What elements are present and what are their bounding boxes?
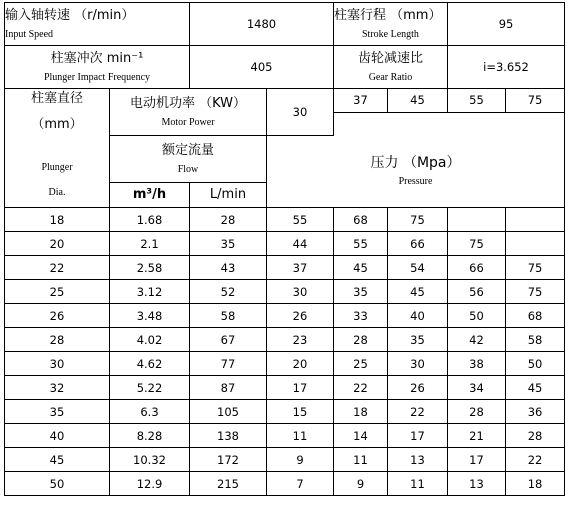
table-cell: 20	[5, 232, 110, 256]
gear-ratio-value: i=3.652	[448, 46, 565, 89]
input-speed-en: Input Speed	[5, 28, 54, 40]
plunger-freq-en: Plunger Impact Frequency	[43, 71, 151, 83]
table-cell: 50	[506, 352, 565, 376]
table-cell: 17	[388, 424, 448, 448]
table-cell: 11	[267, 424, 334, 448]
table-cell: 52	[190, 280, 267, 304]
stroke-length-value: 95	[448, 3, 565, 46]
pressure-cn: 压力 （Mpa）	[370, 155, 461, 171]
table-cell: 68	[506, 304, 565, 328]
table-cell: 7	[267, 472, 334, 496]
table-cell: 33	[334, 304, 388, 328]
table-cell: 56	[448, 280, 506, 304]
table-cell	[506, 232, 565, 256]
table-cell: 40	[388, 304, 448, 328]
table-cell: 18	[506, 472, 565, 496]
table-cell: 34	[448, 376, 506, 400]
table-cell: 4.62	[110, 352, 190, 376]
table-cell: 44	[267, 232, 334, 256]
table-cell: 30	[5, 352, 110, 376]
table-cell: 8.28	[110, 424, 190, 448]
table-cell: 28	[448, 400, 506, 424]
table-cell: 40	[5, 424, 110, 448]
table-cell: 35	[334, 280, 388, 304]
table-cell: 9	[334, 472, 388, 496]
table-cell: 58	[190, 304, 267, 328]
table-cell: 26	[5, 304, 110, 328]
gear-ratio-cn: 齿轮减速比	[357, 50, 423, 66]
table-cell: 10.32	[110, 448, 190, 472]
table-cell: 17	[448, 448, 506, 472]
pressure-label	[267, 136, 565, 208]
flow-en: Flow	[177, 163, 199, 175]
table-cell: 17	[267, 376, 334, 400]
table-cell: 75	[506, 280, 565, 304]
table-cell: 22	[506, 448, 565, 472]
gear-ratio-en: Gear Ratio	[368, 71, 413, 83]
table-cell: 45	[388, 280, 448, 304]
table-cell: 11	[388, 472, 448, 496]
table-cell: 23	[267, 328, 334, 352]
table-row	[5, 304, 565, 328]
table-cell: 38	[448, 352, 506, 376]
table-cell: 15	[267, 400, 334, 424]
power-75: 75	[506, 89, 565, 113]
table-cell: 37	[267, 256, 334, 280]
table-cell: 50	[5, 472, 110, 496]
header-row-1	[5, 3, 565, 46]
table-cell: 66	[448, 256, 506, 280]
table-row	[5, 400, 565, 424]
flow-unit-m3h: m³/h	[110, 183, 190, 208]
stroke-length-en: Stroke Length	[362, 28, 419, 40]
table-row	[5, 328, 565, 352]
table-cell: 35	[388, 328, 448, 352]
power-45: 45	[388, 89, 448, 113]
plunger-dia-cn1: 柱塞直径	[30, 91, 83, 106]
plunger-freq-value: 405	[190, 46, 334, 89]
flow-unit-lmin: L/min	[190, 183, 267, 208]
table-cell: 28	[190, 208, 267, 232]
table-cell: 32	[5, 376, 110, 400]
table-cell: 13	[388, 448, 448, 472]
input-speed-cn: 输入轴转速 （r/min）	[5, 7, 135, 23]
table-cell: 22	[5, 256, 110, 280]
input-speed-value: 1480	[190, 3, 334, 46]
table-cell: 3.48	[110, 304, 190, 328]
stroke-length-label	[334, 3, 448, 46]
table-cell: 30	[388, 352, 448, 376]
table-cell: 87	[190, 376, 267, 400]
power-30: 30	[267, 89, 334, 136]
table-cell: 18	[334, 400, 388, 424]
gear-ratio-label	[334, 46, 448, 89]
table-cell: 21	[448, 424, 506, 448]
table-row	[5, 232, 565, 256]
table-cell: 35	[190, 232, 267, 256]
table-row	[5, 256, 565, 280]
table-cell: 55	[267, 208, 334, 232]
table-cell: 58	[506, 328, 565, 352]
table-cell: 68	[334, 208, 388, 232]
table-cell: 42	[448, 328, 506, 352]
table-row	[5, 448, 565, 472]
table-cell	[448, 208, 506, 232]
motor-power-en: Motor Power	[161, 116, 215, 128]
table-row	[5, 352, 565, 376]
table-row	[5, 472, 565, 496]
power-55: 55	[448, 89, 506, 113]
table-cell: 4.02	[110, 328, 190, 352]
table-cell: 54	[388, 256, 448, 280]
table-cell: 11	[334, 448, 388, 472]
table-cell: 55	[334, 232, 388, 256]
plunger-dia-en2: Dia.	[48, 187, 66, 198]
table-cell: 28	[5, 328, 110, 352]
table-cell: 12.9	[110, 472, 190, 496]
table-row	[5, 424, 565, 448]
power-37: 37	[334, 89, 388, 113]
table-cell: 215	[190, 472, 267, 496]
table-cell: 138	[190, 424, 267, 448]
table-row	[5, 376, 565, 400]
table-cell: 2.58	[110, 256, 190, 280]
table-cell: 25	[5, 280, 110, 304]
stroke-length-cn: 柱塞行程 （mm）	[334, 7, 442, 23]
plunger-freq-cn: 柱塞冲次 min⁻¹	[50, 50, 144, 66]
table-cell: 18	[5, 208, 110, 232]
table-cell: 35	[5, 400, 110, 424]
table-cell: 77	[190, 352, 267, 376]
table-cell: 22	[388, 400, 448, 424]
table-row	[5, 208, 565, 232]
table-cell: 22	[334, 376, 388, 400]
table-cell	[506, 208, 565, 232]
table-cell: 50	[448, 304, 506, 328]
table-cell: 36	[506, 400, 565, 424]
table-cell: 26	[388, 376, 448, 400]
table-cell: 6.3	[110, 400, 190, 424]
power-spacer	[334, 112, 565, 135]
header-row-2	[5, 46, 565, 89]
table-cell: 67	[190, 328, 267, 352]
table-cell: 26	[267, 304, 334, 328]
table-cell: 13	[448, 472, 506, 496]
table-cell: 5.22	[110, 376, 190, 400]
header-row-3	[5, 89, 565, 113]
table-cell: 2.1	[110, 232, 190, 256]
table-cell: 14	[334, 424, 388, 448]
table-cell: 20	[267, 352, 334, 376]
table-cell: 172	[190, 448, 267, 472]
table-cell: 45	[334, 256, 388, 280]
input-speed-label	[5, 3, 190, 46]
table-cell: 9	[267, 448, 334, 472]
plunger-dia-en1: Plunger	[41, 162, 73, 173]
table-cell: 43	[190, 256, 267, 280]
motor-power-label	[110, 89, 267, 136]
table-cell: 75	[388, 208, 448, 232]
plunger-dia-cn2: （mm）	[31, 117, 83, 132]
flow-cn: 额定流量	[161, 142, 214, 158]
table-cell: 45	[5, 448, 110, 472]
table-cell: 28	[334, 328, 388, 352]
table-cell: 66	[388, 232, 448, 256]
table-cell: 25	[334, 352, 388, 376]
motor-power-cn: 电动机功率 （KW）	[129, 95, 247, 111]
table-cell: 1.68	[110, 208, 190, 232]
table-cell: 105	[190, 400, 267, 424]
plunger-freq-label	[5, 46, 190, 89]
table-cell: 30	[267, 280, 334, 304]
spec-table-body	[5, 3, 565, 496]
table-cell: 75	[506, 256, 565, 280]
flow-label	[110, 136, 267, 183]
plunger-dia-label	[5, 89, 110, 208]
spec-table	[4, 2, 565, 496]
table-cell: 45	[506, 376, 565, 400]
pressure-en: Pressure	[398, 176, 433, 187]
table-cell: 3.12	[110, 280, 190, 304]
table-row	[5, 280, 565, 304]
table-cell: 75	[448, 232, 506, 256]
table-cell: 28	[506, 424, 565, 448]
